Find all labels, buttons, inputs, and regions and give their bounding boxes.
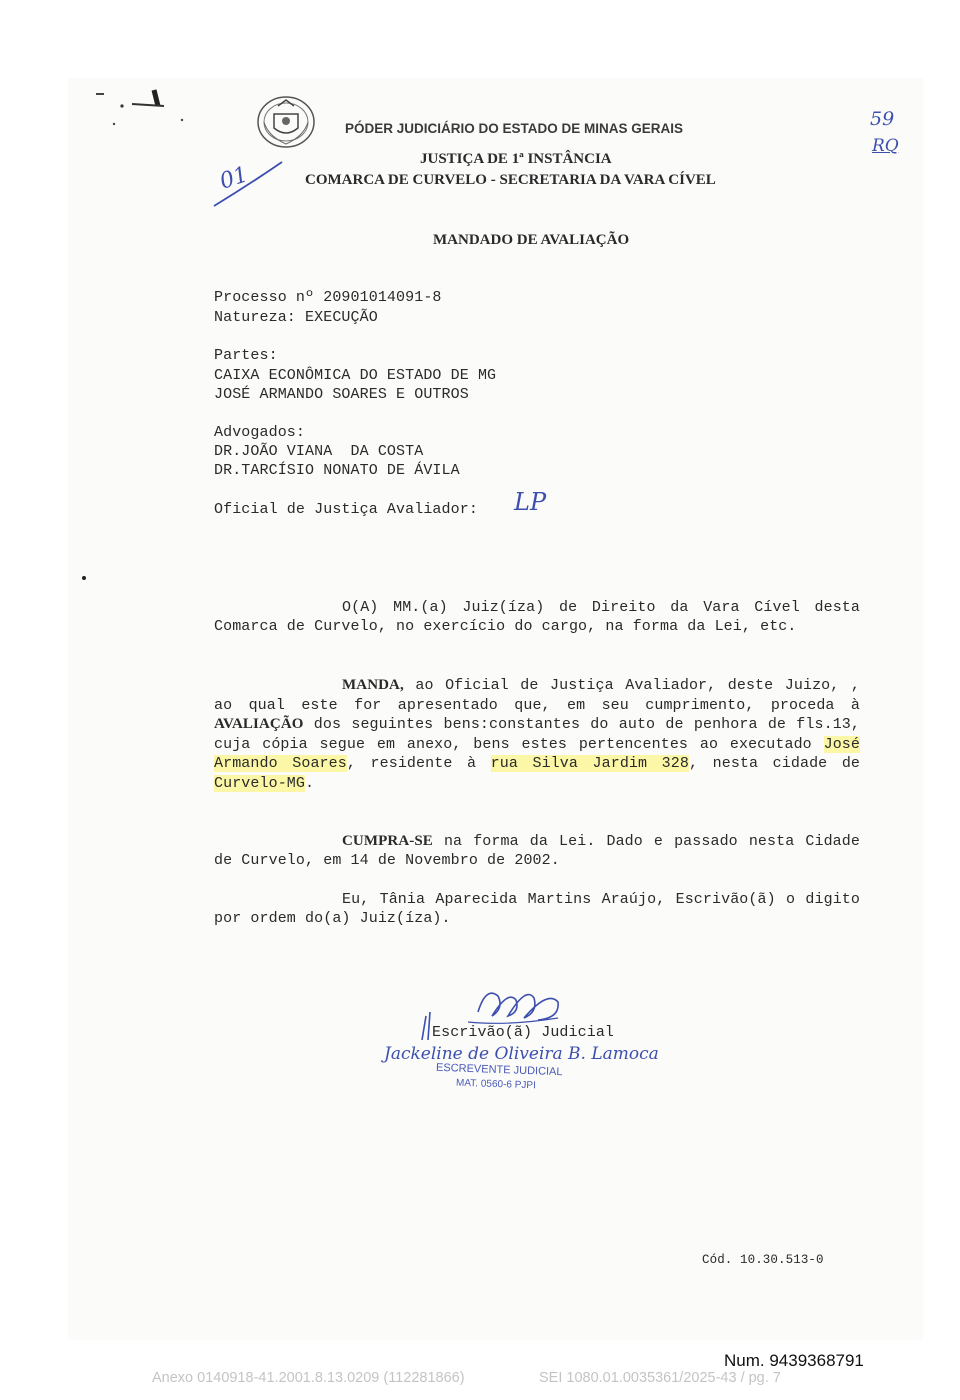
- party-item: CAIXA ECONÔMICA DO ESTADO DE MG: [214, 367, 497, 384]
- lawyers-label: Advogados:: [214, 424, 306, 441]
- highlight-city: Curvelo-MG: [214, 774, 306, 792]
- manda-keyword: MANDA,: [342, 677, 404, 693]
- scan-marks: [92, 86, 202, 136]
- officer-label: Oficial de Justiça Avaliador:: [214, 501, 478, 518]
- stamp-registration: MAT. 0560-6 PJPI: [455, 1077, 537, 1092]
- instance-heading: JUSTIÇA DE 1ª INSTÂNCIA: [420, 151, 612, 167]
- nature: Natureza: EXECUÇÃO: [214, 309, 378, 326]
- lawyer-item: DR.JOÃO VIANA DA COSTA: [214, 443, 424, 460]
- stamp-name: Jackeline de Oliveira B. Lamoca: [384, 1044, 659, 1064]
- clerk-text: Eu, Tânia Aparecida Martins Araújo, Escrivão(ã) o digito por ordem do(a) Juiz(íza).: [214, 891, 860, 927]
- paragraph-intro: [214, 598, 860, 636]
- handwritten-slash: [210, 158, 290, 212]
- handwritten-sheet-number: 01: [216, 162, 252, 195]
- highlight-executed-name: José Armando Soares: [214, 735, 860, 772]
- handwritten-initials: RQ: [872, 136, 899, 156]
- annex-reference: Anexo 0140918-41.2001.8.13.0209 (112281866): [152, 1370, 465, 1386]
- scan-dot: [82, 576, 86, 580]
- clerk-role: Escrivão(ã) Judicial: [432, 1024, 615, 1041]
- paragraph-intro-text: O(A) MM.(a) Juiz(íza) de Direito da Vara Cível desta Comarca de Curvelo, no exercício do cargo, na forma da Lei, etc.: [214, 599, 860, 635]
- paragraph-clerk: [214, 890, 860, 928]
- process-number: Processo nº 20901014091-8: [214, 289, 442, 306]
- parties-label: Partes:: [214, 347, 278, 364]
- court-name: PÓDER JUDICIÁRIO DO ESTADO DE MINAS GERAIS: [345, 121, 684, 136]
- highlight-address: rua Silva Jardim 328: [490, 755, 689, 772]
- document-title: MANDADO DE AVALIAÇÃO: [433, 232, 630, 248]
- county-heading: COMARCA DE CURVELO - SECRETARIA DA VARA CÍVEL: [305, 172, 716, 188]
- order-text-a: ao Oficial de Justiça Avaliador, deste Juizo, , ao qual este for apresentado que, em seu cumprimento, proceda à: [214, 677, 860, 714]
- order-text-e: .: [305, 774, 315, 792]
- officer-initials: LP: [514, 488, 547, 516]
- party-item: JOSÉ ARMANDO SOARES E OUTROS: [214, 386, 469, 403]
- stamp-title: ESCREVENTE JUDICIAL: [435, 1061, 563, 1079]
- handwritten-page-number: 59: [870, 108, 895, 130]
- order-text-c: , residente à: [346, 755, 491, 772]
- sei-reference: SEI 1080.01.0035361/2025-43 / pg. 7: [539, 1370, 781, 1386]
- form-code: Cód. 10.30.513-0: [702, 1253, 824, 1267]
- coat-of-arms-emblem: [254, 92, 318, 150]
- cumpra-text: na forma da Lei. Dado e passado nesta Cidade de Curvelo, em 14 de Novembro de 2002.: [214, 833, 860, 869]
- cumpra-keyword: CUMPRA-SE: [342, 833, 433, 849]
- document-number: Num. 9439368791: [724, 1351, 864, 1370]
- avaliacao-keyword: AVALIAÇÃO: [214, 716, 304, 732]
- order-text-d: , nesta cidade de: [688, 755, 861, 772]
- paragraph-cumpra: [214, 832, 860, 870]
- order-text-b: dos seguintes bens:constantes do auto de penhora de fls.13, cuja cópia segue em anexo, bens estes pertencentes ao executado: [214, 716, 860, 753]
- lawyer-item: DR.TARCÍSIO NONATO DE ÁVILA: [214, 462, 460, 479]
- paragraph-order: [214, 676, 860, 793]
